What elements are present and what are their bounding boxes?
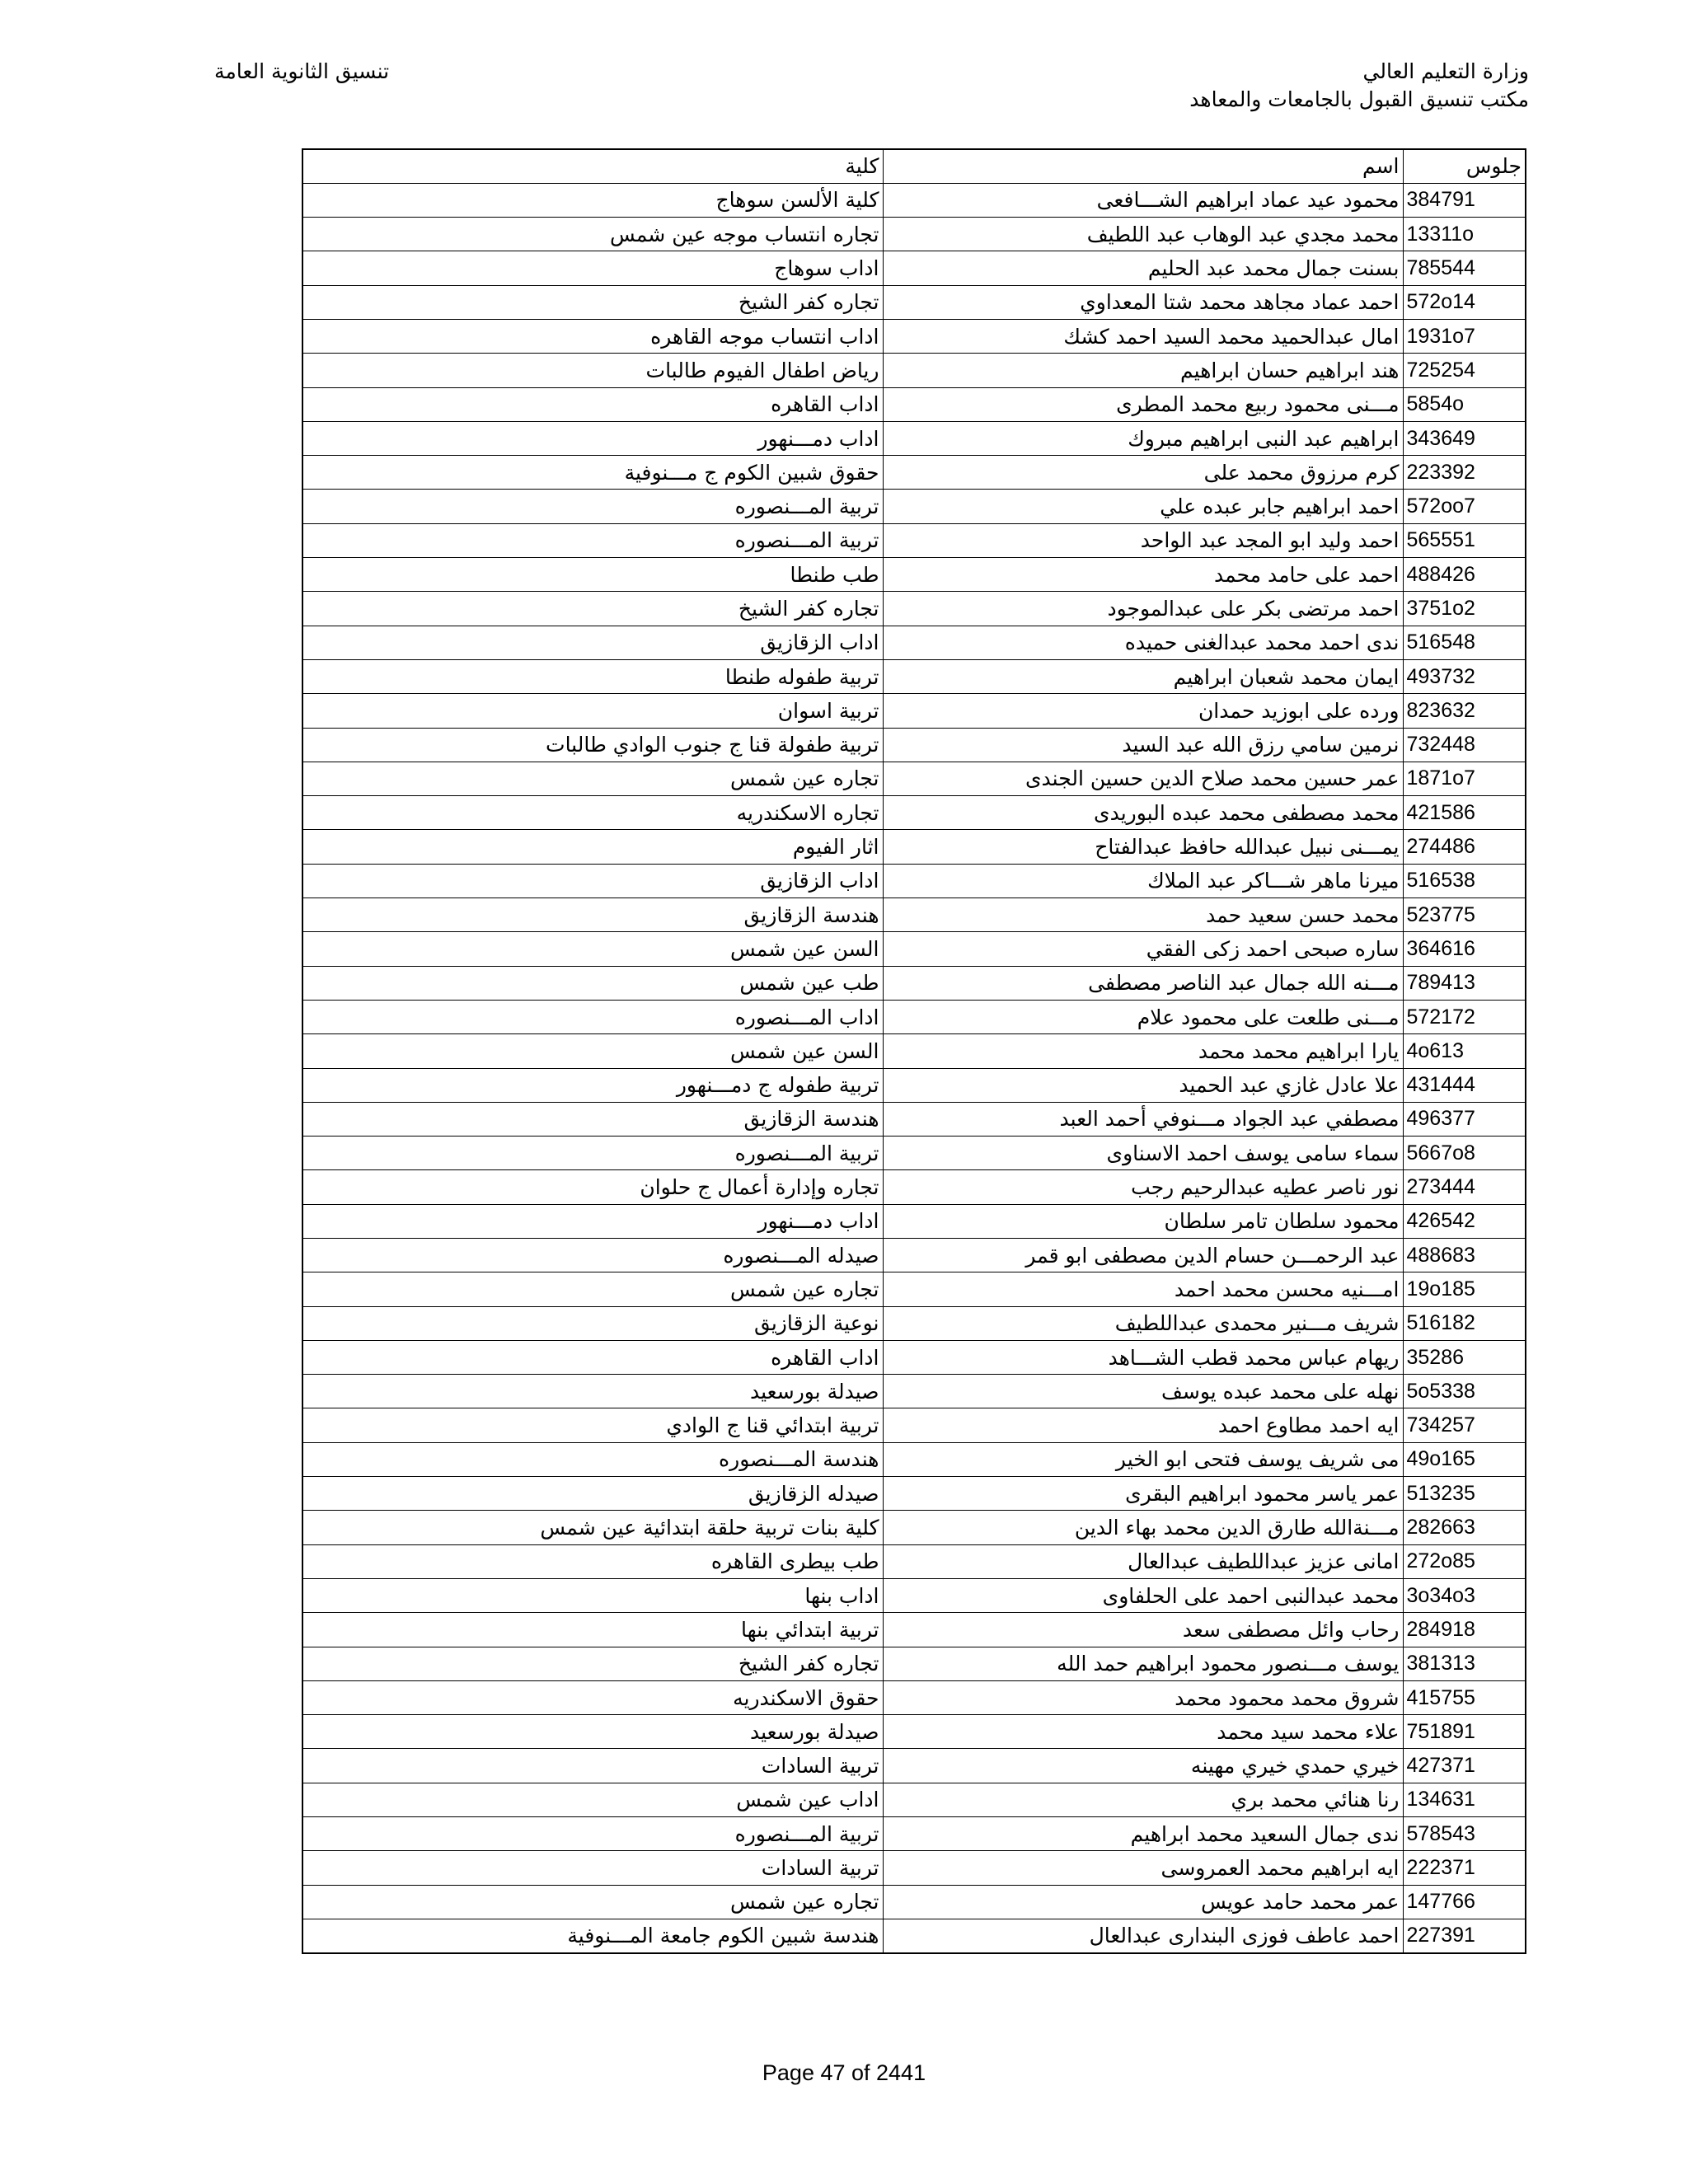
seat-number-cell: 578543: [1403, 1817, 1526, 1851]
student-name-cell: امانى عزيز عبداللطيف عبدالعال: [883, 1544, 1403, 1578]
faculty-cell: تربية طفوله طنطا: [302, 659, 883, 693]
seat-number-cell: 5o5338: [1403, 1375, 1526, 1408]
seat-number-cell: 284918: [1403, 1613, 1526, 1647]
student-name-cell: محمد مصطفى محمد عبده البوريدى: [883, 796, 1403, 830]
faculty-cell: تربية المـــنصوره: [302, 490, 883, 523]
table-row: [302, 762, 1526, 795]
seat-number-cell: 384791: [1403, 183, 1526, 217]
student-name-cell: رنا هنائي محمد بري: [883, 1783, 1403, 1816]
seat-number-cell: 147766: [1403, 1885, 1526, 1919]
seat-number-cell: 785544: [1403, 251, 1526, 285]
table-row: [302, 421, 1526, 455]
seat-number-cell: 513235: [1403, 1477, 1526, 1511]
table-row: [302, 1068, 1526, 1102]
faculty-cell: صيدلة بورسعيد: [302, 1375, 883, 1408]
student-name-cell: شريف مـــنير محمدى عبداللطيف: [883, 1306, 1403, 1340]
student-name-cell: ريهام عباس محمد قطب الشـــاهد: [883, 1340, 1403, 1374]
header-ministry-block: [1189, 58, 1529, 114]
faculty-cell: اداب انتساب موجه القاهره: [302, 319, 883, 353]
faculty-cell: تربية طفوله ج دمـــنهور: [302, 1068, 883, 1102]
faculty-cell: تجاره عين شمس: [302, 1885, 883, 1919]
seat-number-cell: 427371: [1403, 1749, 1526, 1783]
table-row: [302, 1137, 1526, 1170]
seat-number-cell: 431444: [1403, 1068, 1526, 1102]
table-row: [302, 1885, 1526, 1919]
column-header-name: اسم: [883, 149, 1403, 183]
student-name-cell: مـــنى محمود ربيع محمد المطرى: [883, 387, 1403, 421]
table-row: [302, 694, 1526, 728]
table-row: [302, 456, 1526, 490]
faculty-cell: تجاره كفر الشيخ: [302, 1647, 883, 1680]
table-row: [302, 1851, 1526, 1885]
table-row: [302, 1544, 1526, 1578]
table-row: [302, 1749, 1526, 1783]
table-row: [302, 626, 1526, 659]
table-row: [302, 251, 1526, 285]
faculty-cell: تربية السادات: [302, 1851, 883, 1885]
faculty-cell: اداب دمـــنهور: [302, 1204, 883, 1238]
student-name-cell: ايه احمد مطاوع احمد: [883, 1408, 1403, 1442]
student-name-cell: ميرنا ماهر شـــاكر عبد الملاك: [883, 864, 1403, 898]
student-name-cell: مصطفي عبد الجواد مـــنوفي أحمد العبد: [883, 1102, 1403, 1136]
seat-number-cell: 488426: [1403, 558, 1526, 592]
faculty-cell: تربية اسوان: [302, 694, 883, 728]
student-name-cell: شروق محمد محمود محمد: [883, 1680, 1403, 1714]
results-table: [302, 148, 1526, 1954]
seat-number-cell: 3o34o3: [1403, 1578, 1526, 1612]
student-name-cell: احمد على حامد محمد: [883, 558, 1403, 592]
table-row: [302, 1477, 1526, 1511]
seat-number-cell: 572oo7: [1403, 490, 1526, 523]
seat-number-cell: 789413: [1403, 966, 1526, 1000]
table-row: [302, 1715, 1526, 1749]
student-name-cell: مى شريف يوسف فتحى ابو الخير: [883, 1442, 1403, 1476]
seat-number-cell: 1871o7: [1403, 762, 1526, 795]
seat-number-cell: 565551: [1403, 523, 1526, 557]
table-row: [302, 387, 1526, 421]
seat-number-cell: 282663: [1403, 1511, 1526, 1544]
faculty-cell: تربية طفولة قنا ج جنوب الوادي طالبات: [302, 728, 883, 762]
table-row: [302, 1442, 1526, 1476]
table-row: [302, 1102, 1526, 1136]
table-header-row: [302, 149, 1526, 183]
faculty-cell: حقوق الاسكندريه: [302, 1680, 883, 1714]
table-row: [302, 354, 1526, 387]
seat-number-cell: 516548: [1403, 626, 1526, 659]
seat-number-cell: 493732: [1403, 659, 1526, 693]
student-name-cell: محمود سلطان تامر سلطان: [883, 1204, 1403, 1238]
faculty-cell: تربية المـــنصوره: [302, 1817, 883, 1851]
table-row: [302, 1408, 1526, 1442]
student-name-cell: امـــنيه محسن محمد احمد: [883, 1272, 1403, 1306]
faculty-cell: طب طنطا: [302, 558, 883, 592]
table-row: [302, 1239, 1526, 1272]
student-name-cell: مـــنى طلعت على محمود علام: [883, 1000, 1403, 1033]
student-name-cell: محمود عيد عماد ابراهيم الشـــافعى: [883, 183, 1403, 217]
faculty-cell: اثار الفيوم: [302, 830, 883, 864]
table-row: [302, 864, 1526, 898]
seat-number-cell: 222371: [1403, 1851, 1526, 1885]
student-name-cell: رحاب وائل مصطفى سعد: [883, 1613, 1403, 1647]
faculty-cell: تربية المـــنصوره: [302, 1137, 883, 1170]
table-row: [302, 1578, 1526, 1612]
seat-number-cell: 5854o: [1403, 387, 1526, 421]
seat-number-cell: 35286: [1403, 1340, 1526, 1374]
faculty-cell: اداب القاهره: [302, 1340, 883, 1374]
faculty-cell: نوعية الزقازيق: [302, 1306, 883, 1340]
table-row: [302, 966, 1526, 1000]
student-name-cell: محمد مجدي عبد الوهاب عبد اللطيف: [883, 218, 1403, 251]
student-name-cell: ندى جمال السعيد محمد ابراهيم: [883, 1817, 1403, 1851]
document-title: تنسيق الثانوية العامة: [214, 59, 390, 83]
seat-number-cell: 227391: [1403, 1919, 1526, 1952]
seat-number-cell: 823632: [1403, 694, 1526, 728]
student-name-cell: ورده على ابوزيد حمدان: [883, 694, 1403, 728]
student-name-cell: امال عبدالحميد محمد السيد احمد كشك: [883, 319, 1403, 353]
seat-number-cell: 725254: [1403, 354, 1526, 387]
faculty-cell: تجاره انتساب موجه عين شمس: [302, 218, 883, 251]
student-name-cell: مـــنةالله طارق الدين محمد بهاء الدين: [883, 1511, 1403, 1544]
faculty-cell: صيدله المـــنصوره: [302, 1239, 883, 1272]
table-row: [302, 932, 1526, 966]
seat-number-cell: 516182: [1403, 1306, 1526, 1340]
table-row: [302, 218, 1526, 251]
faculty-cell: اداب القاهره: [302, 387, 883, 421]
table-row: [302, 728, 1526, 762]
faculty-cell: صيدله الزقازيق: [302, 1477, 883, 1511]
faculty-cell: اداب المـــنصوره: [302, 1000, 883, 1033]
seat-number-cell: 272o85: [1403, 1544, 1526, 1578]
office-title: مكتب تنسيق القبول بالجامعات والمعاهد: [1189, 87, 1529, 111]
seat-number-cell: 734257: [1403, 1408, 1526, 1442]
seat-number-cell: 134631: [1403, 1783, 1526, 1816]
seat-number-cell: 751891: [1403, 1715, 1526, 1749]
faculty-cell: تربية المـــنصوره: [302, 523, 883, 557]
student-name-cell: احمد عاطف فوزى البندارى عبدالعال: [883, 1919, 1403, 1952]
seat-number-cell: 516538: [1403, 864, 1526, 898]
seat-number-cell: 343649: [1403, 421, 1526, 455]
faculty-cell: هندسة الزقازيق: [302, 1102, 883, 1136]
seat-number-cell: 415755: [1403, 1680, 1526, 1714]
faculty-cell: هندسة المـــنصوره: [302, 1442, 883, 1476]
faculty-cell: حقوق شبين الكوم ج مـــنوفية: [302, 456, 883, 490]
ministry-title: وزارة التعليم العالي: [1362, 59, 1529, 83]
student-name-cell: علا عادل غازي عبد الحميد: [883, 1068, 1403, 1102]
student-name-cell: احمد ابراهيم جابر عبده علي: [883, 490, 1403, 523]
seat-number-cell: 381313: [1403, 1647, 1526, 1680]
table-row: [302, 659, 1526, 693]
student-name-cell: ايمان محمد شعبان ابراهيم: [883, 659, 1403, 693]
faculty-cell: صيدلة بورسعيد: [302, 1715, 883, 1749]
student-name-cell: ندى احمد محمد عبدالغنى حميده: [883, 626, 1403, 659]
faculty-cell: طب عين شمس: [302, 966, 883, 1000]
student-name-cell: احمد وليد ابو المجد عبد الواحد: [883, 523, 1403, 557]
column-header-seat: جلوس: [1403, 149, 1526, 183]
faculty-cell: كلية الألسن سوهاج: [302, 183, 883, 217]
faculty-cell: اداب سوهاج: [302, 251, 883, 285]
student-name-cell: نهله على محمد عبده يوسف: [883, 1375, 1403, 1408]
faculty-cell: طب بيطرى القاهره: [302, 1544, 883, 1578]
seat-number-cell: 488683: [1403, 1239, 1526, 1272]
faculty-cell: تجاره كفر الشيخ: [302, 285, 883, 319]
student-name-cell: محمد عبدالنبى احمد على الحلفاوى: [883, 1578, 1403, 1612]
seat-number-cell: 13311o: [1403, 218, 1526, 251]
student-name-cell: هند ابراهيم حسان ابراهيم: [883, 354, 1403, 387]
student-name-cell: عبد الرحمـــن حسام الدين مصطفى ابو قمر: [883, 1239, 1403, 1272]
faculty-cell: هندسة الزقازيق: [302, 898, 883, 932]
student-name-cell: نور ناصر عطيه عبدالرحيم رجب: [883, 1170, 1403, 1204]
seat-number-cell: 223392: [1403, 456, 1526, 490]
student-name-cell: خيري حمدي خيري مهينه: [883, 1749, 1403, 1783]
seat-number-cell: 273444: [1403, 1170, 1526, 1204]
faculty-cell: اداب الزقازيق: [302, 626, 883, 659]
table-row: [302, 1919, 1526, 1952]
table-row: [302, 285, 1526, 319]
faculty-cell: تربية ابتدائي قنا ج الوادي: [302, 1408, 883, 1442]
table-row: [302, 830, 1526, 864]
faculty-cell: تجاره وإدارة أعمال ج حلوان: [302, 1170, 883, 1204]
faculty-cell: اداب الزقازيق: [302, 864, 883, 898]
faculty-cell: السن عين شمس: [302, 932, 883, 966]
table-row: [302, 1783, 1526, 1816]
student-name-cell: احمد عماد مجاهد محمد شتا المعداوي: [883, 285, 1403, 319]
table-row: [302, 1375, 1526, 1408]
seat-number-cell: 49o165: [1403, 1442, 1526, 1476]
table-row: [302, 1170, 1526, 1204]
faculty-cell: تجاره الاسكندريه: [302, 796, 883, 830]
student-name-cell: ايه ابراهيم محمد العمروسى: [883, 1851, 1403, 1885]
page-number: Page 47 of 2441: [762, 2060, 926, 2085]
student-name-cell: احمد مرتضى بكر على عبدالموجود: [883, 592, 1403, 626]
table-row: [302, 319, 1526, 353]
seat-number-cell: 19o185: [1403, 1272, 1526, 1306]
faculty-cell: اداب بنها: [302, 1578, 883, 1612]
table-row: [302, 1204, 1526, 1238]
faculty-cell: اداب عين شمس: [302, 1783, 883, 1816]
table-row: [302, 1340, 1526, 1374]
table-row: [302, 1272, 1526, 1306]
table-row: [302, 1000, 1526, 1033]
student-name-cell: كرم مرزوق محمد على: [883, 456, 1403, 490]
student-name-cell: بسنت جمال محمد عبد الحليم: [883, 251, 1403, 285]
faculty-cell: تجاره كفر الشيخ: [302, 592, 883, 626]
seat-number-cell: 426542: [1403, 1204, 1526, 1238]
seat-number-cell: 274486: [1403, 830, 1526, 864]
student-name-cell: عمر ياسر محمود ابراهيم البقرى: [883, 1477, 1403, 1511]
faculty-cell: تربية ابتدائي بنها: [302, 1613, 883, 1647]
seat-number-cell: 364616: [1403, 932, 1526, 966]
student-name-cell: عمر محمد حامد عويس: [883, 1885, 1403, 1919]
table-row: [302, 796, 1526, 830]
table-row: [302, 1511, 1526, 1544]
student-name-cell: ساره صبحى احمد زكى الفقي: [883, 932, 1403, 966]
student-name-cell: سماء سامى يوسف احمد الاسناوى: [883, 1137, 1403, 1170]
table-row: [302, 558, 1526, 592]
table-row: [302, 1817, 1526, 1851]
student-name-cell: نرمين سامي رزق الله عبد السيد: [883, 728, 1403, 762]
student-name-cell: عمر حسين محمد صلاح الدين حسين الجندى: [883, 762, 1403, 795]
table-row: [302, 898, 1526, 932]
table-row: [302, 592, 1526, 626]
seat-number-cell: 4o613: [1403, 1034, 1526, 1068]
seat-number-cell: 572o14: [1403, 285, 1526, 319]
table-row: [302, 1647, 1526, 1680]
student-name-cell: يوسف مـــنصور محمود ابراهيم حمد الله: [883, 1647, 1403, 1680]
faculty-cell: اداب دمـــنهور: [302, 421, 883, 455]
table-row: [302, 1306, 1526, 1340]
faculty-cell: تجاره عين شمس: [302, 1272, 883, 1306]
table-row: [302, 1680, 1526, 1714]
seat-number-cell: 523775: [1403, 898, 1526, 932]
faculty-cell: هندسة شبين الكوم جامعة المـــنوفية: [302, 1919, 883, 1952]
table-row: [302, 1034, 1526, 1068]
seat-number-cell: 5667o8: [1403, 1137, 1526, 1170]
seat-number-cell: 3751o2: [1403, 592, 1526, 626]
seat-number-cell: 572172: [1403, 1000, 1526, 1033]
table-row: [302, 523, 1526, 557]
table-row: [302, 183, 1526, 217]
seat-number-cell: 496377: [1403, 1102, 1526, 1136]
seat-number-cell: 421586: [1403, 796, 1526, 830]
student-name-cell: مـــنه الله جمال عبد الناصر مصطفى: [883, 966, 1403, 1000]
faculty-cell: كلية بنات تربية حلقة ابتدائية عين شمس: [302, 1511, 883, 1544]
table-row: [302, 490, 1526, 523]
faculty-cell: رياض اطفال الفيوم طالبات: [302, 354, 883, 387]
student-name-cell: يمـــنى نبيل عبدالله حافظ عبدالفتاح: [883, 830, 1403, 864]
column-header-faculty: كلية: [302, 149, 883, 183]
seat-number-cell: 1931o7: [1403, 319, 1526, 353]
student-name-cell: محمد حسن سعيد حمد: [883, 898, 1403, 932]
student-name-cell: يارا ابراهيم محمد محمد: [883, 1034, 1403, 1068]
faculty-cell: تربية السادات: [302, 1749, 883, 1783]
student-name-cell: ابراهيم عبد النبى ابراهيم مبروك: [883, 421, 1403, 455]
seat-number-cell: 732448: [1403, 728, 1526, 762]
faculty-cell: السن عين شمس: [302, 1034, 883, 1068]
student-name-cell: علاء محمد سيد محمد: [883, 1715, 1403, 1749]
faculty-cell: تجاره عين شمس: [302, 762, 883, 795]
table-row: [302, 1613, 1526, 1647]
